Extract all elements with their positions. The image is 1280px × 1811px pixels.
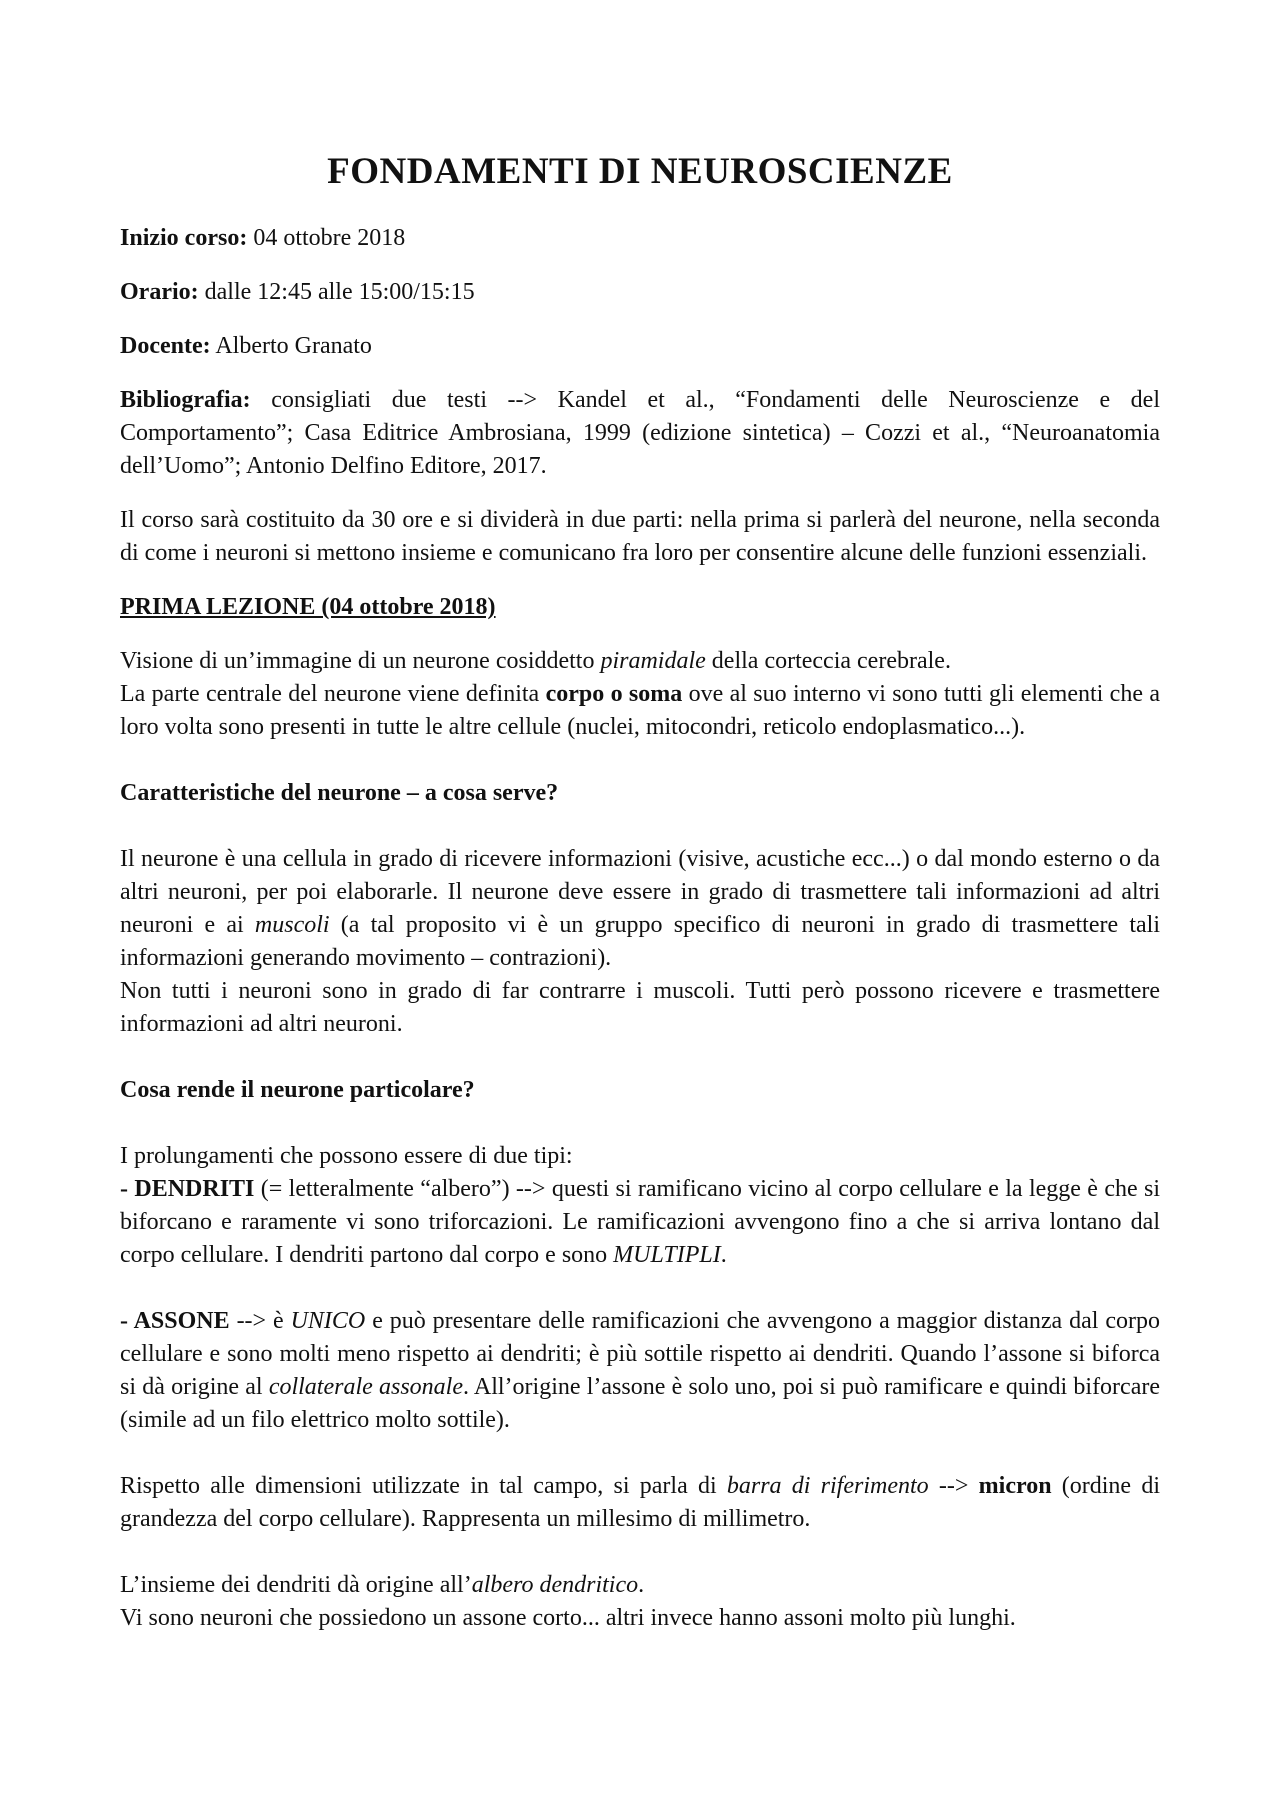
docente xyxy=(120,330,1160,363)
assone-paragraph xyxy=(120,1305,1160,1437)
docente-value: Alberto Granato xyxy=(215,333,372,360)
dendriti-text-a: (= letteralmente “albero”) --> questi si ramificano vicino al corpo cellulare e la legge è che si biforcano e raramente vi sono triforcazioni. Le ramificazioni avvengono fino a che si arriva lontano dal corpo cellulare. I dendriti partono dal corpo e sono xyxy=(120,1176,1160,1269)
assone-text-e: . All’origine l’assone è solo uno, poi si può ramificare e quindi biforcare (simile ad un filo elettrico molto sottile). xyxy=(120,1374,1161,1434)
albero-paragraph-2: Vi sono neuroni che possiedono un assone corto... altri invece hanno assoni molto più lunghi. xyxy=(120,1605,1016,1632)
micron-text-e: (ordine di grandezza del corpo cellulare). Rappresenta un millesimo di millimetro. xyxy=(120,1473,1160,1533)
bibliografia xyxy=(120,384,1160,483)
visione-text-c: della corteccia cerebrale. xyxy=(705,648,951,675)
albero-paragraph xyxy=(120,1569,1160,1602)
intro-paragraph: Il corso sarà costituito da 30 ore e si dividerà in due parti: nella prima si parlerà del neurone, nella seconda di come i neuroni si mettono insieme e comunicano fra loro per consentire alcune delle funzioni essenziali. xyxy=(120,507,1160,567)
caratteristiche-text-c: (a tal proposito vi è un gruppo specifico di neuroni in grado di trasmettere tali informazioni generando movimento – contrazioni). xyxy=(120,912,1160,972)
soma-bold: corpo o soma xyxy=(545,681,683,708)
soma-paragraph xyxy=(120,678,1160,744)
assone-label: ASSONE xyxy=(133,1308,230,1335)
micron-paragraph xyxy=(120,1470,1160,1536)
prolungamenti-line: I prolungamenti che possono essere di due tipi: xyxy=(120,1143,573,1170)
page-title: FONDAMENTI DI NEUROSCIENZE xyxy=(327,151,953,192)
micron-bold: micron xyxy=(978,1473,1052,1500)
visione-italic: piramidale xyxy=(600,648,706,675)
visione-paragraph xyxy=(120,645,1160,678)
inizio-label: Inizio corso: xyxy=(120,225,248,252)
lezione-heading xyxy=(120,591,1160,624)
docente-label: Docente: xyxy=(120,333,211,360)
bibliografia-label: Bibliografia: xyxy=(120,387,251,414)
orario-label: Orario: xyxy=(120,279,199,306)
caratteristiche-text-a: Il neurone è una cellula in grado di ricevere informazioni (visive, acustiche ecc...) o dal mondo esterno o da altri neuroni, per poi elaborarle. Il neurone deve essere in grado di trasmettere tali informazioni ad altri neuroni e ai xyxy=(120,846,1160,939)
assone-text-c: e può presentare delle ramificazioni che avvengono a maggior distanza dal corpo cellulare e sono molti meno rispetto ai dendriti; è più sottile rispetto ai dendriti. Quando l’assone si biforca si dà origine al xyxy=(120,1308,1161,1401)
soma-text-a: La parte centrale del neurone viene definita xyxy=(120,681,546,708)
orario-value: dalle 12:45 alle 15:00/15:15 xyxy=(204,279,475,306)
inizio-value: 04 ottobre 2018 xyxy=(253,225,406,252)
caratteristiche-italic: muscoli xyxy=(254,912,330,939)
dendriti-text-c: . xyxy=(720,1242,727,1269)
assone-italic-unico: UNICO xyxy=(290,1308,366,1335)
soma-text-c: ove al suo interno vi sono tutti gli elementi che a loro volta sono presenti in tutte le altre cellule (nuclei, mitocondri, reticolo endoplasmatico...). xyxy=(120,681,1160,741)
dendriti-paragraph xyxy=(120,1173,1160,1272)
albero-text-a: L’insieme dei dendriti dà origine all’ xyxy=(120,1572,472,1599)
particolare-heading xyxy=(120,1074,1160,1107)
inizio-corso xyxy=(120,222,1160,255)
bibliografia-value: consigliati due testi --> Kandel et al., “Fondamenti delle Neuroscienze e del Comportamento”; Casa Editrice Ambrosiana, 1999 (edizione sintetica) – Cozzi et al., “Neuroanatomia dell’Uomo”; Antonio Delfino Editore, 2017. xyxy=(120,387,1160,480)
dendriti-dash: - xyxy=(120,1176,135,1203)
micron-italic: barra di riferimento xyxy=(726,1473,929,1500)
assone-text-a: --> è xyxy=(229,1308,291,1335)
document-body xyxy=(120,150,1160,1635)
orario xyxy=(120,276,1160,309)
assone-dash: - xyxy=(120,1308,134,1335)
caratteristiche-heading-text: Caratteristiche del neurone – a cosa serve? xyxy=(120,780,559,807)
caratteristiche-paragraph xyxy=(120,843,1160,975)
dendriti-label: DENDRITI xyxy=(134,1176,255,1203)
micron-text-a: Rispetto alle dimensioni utilizzate in tal campo, si parla di xyxy=(120,1473,727,1500)
particolare-heading-text: Cosa rende il neurone particolare? xyxy=(120,1077,475,1104)
lezione-heading-text: PRIMA LEZIONE (04 ottobre 2018) xyxy=(120,594,496,621)
caratteristiche-heading xyxy=(120,777,1160,810)
dendriti-italic: MULTIPLI xyxy=(613,1242,721,1269)
visione-text-a: Visione di un’immagine di un neurone cosiddetto xyxy=(120,648,601,675)
caratteristiche-paragraph-2: Non tutti i neuroni sono in grado di far contrarre i muscoli. Tutti però possono ricevere e trasmettere informazioni ad altri neuroni. xyxy=(120,978,1160,1038)
albero-italic: albero dendritico xyxy=(471,1572,639,1599)
micron-text-c: --> xyxy=(928,1473,979,1500)
assone-italic-collaterale: collaterale assonale xyxy=(268,1374,463,1401)
albero-text-c: . xyxy=(638,1572,645,1599)
